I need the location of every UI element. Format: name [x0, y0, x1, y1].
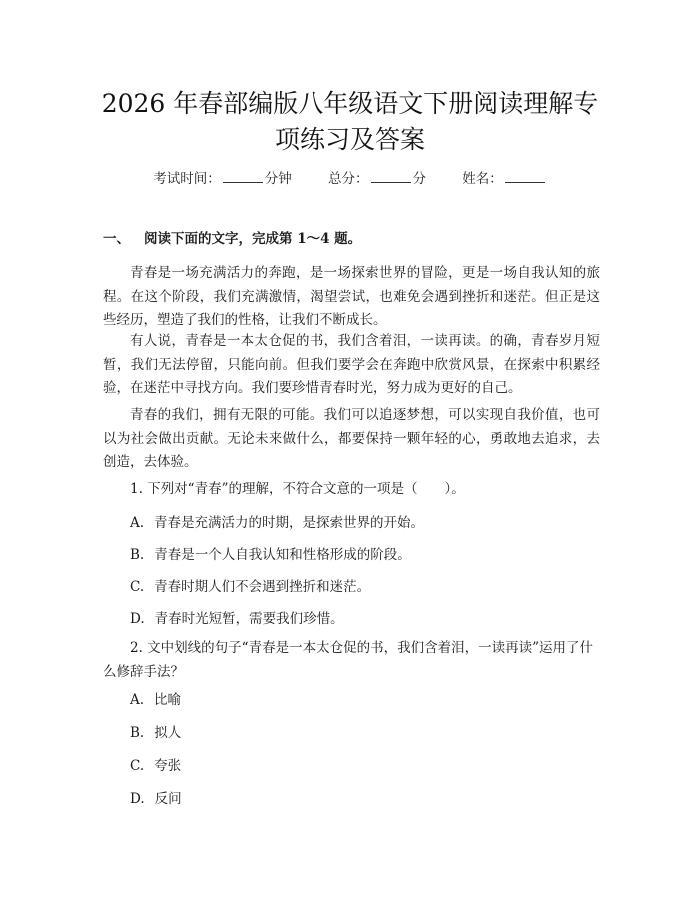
question-2-option-b: [130, 723, 181, 743]
option-letter: A.: [130, 692, 145, 708]
exam-time-unit: 分钟: [264, 171, 292, 187]
option-text: 比喻: [154, 692, 182, 708]
student-name-label: 姓名：: [462, 171, 503, 187]
option-text: 青春是充满活力的时期，是探索世界的开始。: [154, 515, 425, 531]
question-2-stem: 2. 文中划线的句子“青春是一本太仓促的书，我们含着泪，一读再读”运用了什么修辞手法？: [103, 640, 593, 680]
exam-info-bar: [0, 168, 700, 189]
option-text: 拟人: [154, 725, 182, 741]
question-1-option-b: [130, 545, 411, 565]
passage-paragraph: 青春的我们，拥有无限的可能。我们可以追逐梦想，可以实现自我价值，也可以为社会做出贡献。无论未来做什么，都要保持一颗年轻的心，勇敢地去追求，去创造，去体验。: [103, 407, 600, 470]
option-letter: B.: [130, 725, 145, 741]
question-2-option-d: [130, 789, 182, 809]
question-1-option-d: [130, 609, 344, 629]
option-text: 夸张: [154, 758, 182, 774]
option-text: 青春时光短暂，需要我们珍惜。: [154, 611, 344, 627]
option-letter: A.: [130, 515, 145, 531]
option-text: 青春时期人们不会遇到挫折和迷茫。: [154, 579, 371, 595]
question-2-option-a: [130, 690, 181, 710]
total-score-unit: 分: [412, 171, 426, 187]
question-1-stem: 1. 下列对“青春”的理解，不符合文意的一项是（ ）。: [130, 481, 465, 497]
total-score: [328, 168, 426, 189]
passage-paragraph: 青春是一场充满活力的奔跑，是一场探索世界的冒险，更是一场自我认知的旅程。在这个阶段，我们充满激情，渴望尝试，也难免会遇到挫折和迷茫。但正是这些经历，塑造了我们的性格，让我们不断成长。: [103, 265, 600, 328]
option-letter: C.: [130, 758, 145, 774]
document-title-line-1: 2026 年春部编版八年级语文下册阅读理解专: [101, 89, 599, 118]
option-letter: C.: [130, 579, 145, 595]
question-1-option-a: [130, 513, 424, 533]
student-name-blank: [505, 168, 545, 183]
section-heading-text: 阅读下面的文字，完成第 1～4 题。: [144, 231, 362, 247]
question-1-option-c: [130, 577, 370, 597]
exam-time-blank: [223, 168, 263, 183]
passage-paragraph: 有人说，青春是一本太仓促的书，我们含着泪，一读再读。的确，青春岁月短暂，我们无法停留，只能向前。但我们要学会在奔跑中欣赏风景，在探索中积累经验，在迷茫中寻找方向。我们要珍惜青春时光，努力成为更好的自己。: [103, 333, 600, 396]
exam-time-label: 考试时间：: [153, 171, 221, 187]
option-letter: B.: [130, 547, 145, 563]
document-title-line-2: 项练习及答案: [274, 125, 425, 154]
section-heading: [103, 229, 361, 249]
total-score-blank: [371, 168, 411, 183]
option-letter: D.: [130, 611, 145, 627]
section-number: 一、: [103, 231, 130, 247]
option-text: 反问: [154, 791, 182, 807]
option-letter: D.: [130, 791, 145, 807]
exam-time: [153, 168, 292, 189]
question-2-option-c: [130, 756, 181, 776]
student-name: [462, 168, 547, 189]
option-text: 青春是一个人自我认知和性格形成的阶段。: [154, 547, 411, 563]
total-score-label: 总分：: [328, 171, 369, 187]
